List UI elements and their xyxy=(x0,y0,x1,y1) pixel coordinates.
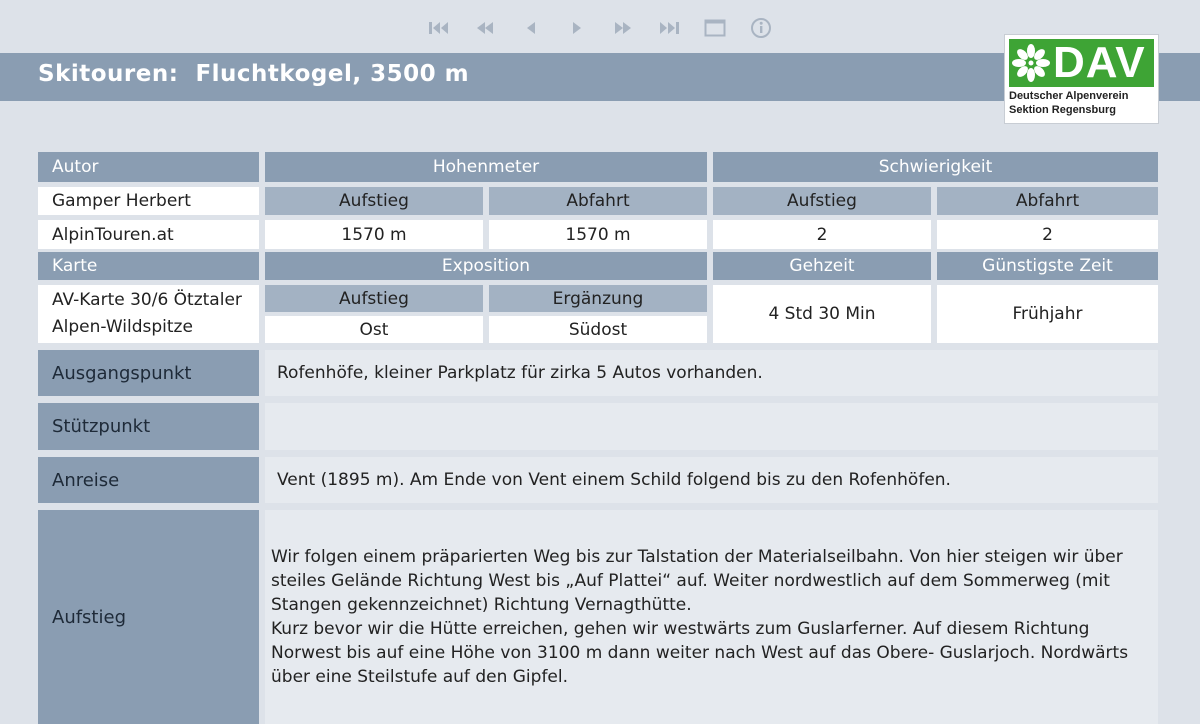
info-icon[interactable] xyxy=(748,15,774,41)
logo-text: DAV xyxy=(1053,38,1146,87)
aufstieg-line-4: Kurz bevor wir die Hütte erreichen, gehen wir westwärts zum Guslarferner. Auf diesem Richtung xyxy=(271,619,1090,639)
karte-line-1: AV-Karte 30/6 Ötztaler xyxy=(52,290,242,310)
schwierigkeit-header: Schwierigkeit xyxy=(713,152,1158,182)
gehzeit-header: Gehzeit xyxy=(713,252,931,280)
anreise-label: Anreise xyxy=(38,457,259,503)
logo-mark xyxy=(1009,39,1154,87)
anreise-value: Vent (1895 m). Am Ende von Vent einem Schild folgend bis zu den Rofenhöfen. xyxy=(265,457,1158,503)
dav-logo xyxy=(1004,34,1159,124)
karte-value xyxy=(38,285,259,343)
aufstieg-line-3: Stangen gekennzeichnet) Richtung Vernagthütte. xyxy=(271,595,692,615)
ausgangspunkt-label: Ausgangspunkt xyxy=(38,350,259,396)
karte-line-2: Alpen-Wildspitze xyxy=(52,317,193,337)
rewind-icon[interactable] xyxy=(472,15,498,41)
sw-aufstieg-value: 2 xyxy=(713,220,931,249)
aufstieg-line-6: über eine Steilstufe auf den Gipfel. xyxy=(271,667,569,687)
exp-aufstieg-header: Aufstieg xyxy=(265,285,483,312)
hm-abfahrt-header: Abfahrt xyxy=(489,187,707,215)
previous-icon[interactable] xyxy=(518,15,544,41)
last-page-icon[interactable] xyxy=(656,15,682,41)
fast-forward-icon[interactable] xyxy=(610,15,636,41)
aufstieg-line-5: Norwest bis auf eine Höhe von 3100 m dann weiter nach West auf das Obere- Guslarjoch. Nordwärts xyxy=(271,643,1129,663)
aufstieg-line-1: Wir folgen einem präparierten Weg bis zur Talstation der Materialseilbahn. Von hier steigen wir über xyxy=(271,547,1123,567)
guenstigste-zeit-header: Günstigste Zeit xyxy=(937,252,1158,280)
sw-aufstieg-header: Aufstieg xyxy=(713,187,931,215)
page-title: Skitouren: Fluchtkogel, 3500 m xyxy=(38,61,470,87)
aufstieg-line-2: steiles Gelände Richtung West bis „Auf Plattei“ auf. Weiter nordwestlich auf dem Sommerweg (mit xyxy=(271,571,1110,591)
exp-ergaenzung-header: Ergänzung xyxy=(489,285,707,312)
stuetzpunkt-label: Stützpunkt xyxy=(38,403,259,450)
exposition-header: Exposition xyxy=(265,252,707,280)
autor-header: Autor xyxy=(38,152,259,182)
first-page-icon[interactable] xyxy=(426,15,452,41)
guenstigste-zeit-value: Frühjahr xyxy=(937,285,1158,343)
logo-line-1: Deutscher Alpenverein xyxy=(1009,90,1129,102)
hm-aufstieg-value: 1570 m xyxy=(265,220,483,249)
hohenmeter-header: Hohenmeter xyxy=(265,152,707,182)
exp-aufstieg-value: Ost xyxy=(265,316,483,343)
autor-name: Gamper Herbert xyxy=(38,187,259,215)
gehzeit-value: 4 Std 30 Min xyxy=(713,285,931,343)
aufstieg-label: Aufstieg xyxy=(38,510,259,724)
hm-aufstieg-header: Aufstieg xyxy=(265,187,483,215)
karte-header: Karte xyxy=(38,252,259,280)
logo-line-2: Sektion Regensburg xyxy=(1009,104,1116,116)
sw-abfahrt-header: Abfahrt xyxy=(937,187,1158,215)
sw-abfahrt-value: 2 xyxy=(937,220,1158,249)
ausgangspunkt-value: Rofenhöfe, kleiner Parkplatz für zirka 5 Autos vorhanden. xyxy=(265,350,1158,396)
autor-site: AlpinTouren.at xyxy=(38,220,259,249)
hm-abfahrt-value: 1570 m xyxy=(489,220,707,249)
logo-subtitle xyxy=(1009,89,1157,117)
next-icon[interactable] xyxy=(564,15,590,41)
stuetzpunkt-value xyxy=(265,403,1158,450)
aufstieg-description xyxy=(265,510,1158,724)
window-icon[interactable] xyxy=(702,15,728,41)
edelweiss-icon xyxy=(1011,43,1051,83)
exp-ergaenzung-value: Südost xyxy=(489,316,707,343)
